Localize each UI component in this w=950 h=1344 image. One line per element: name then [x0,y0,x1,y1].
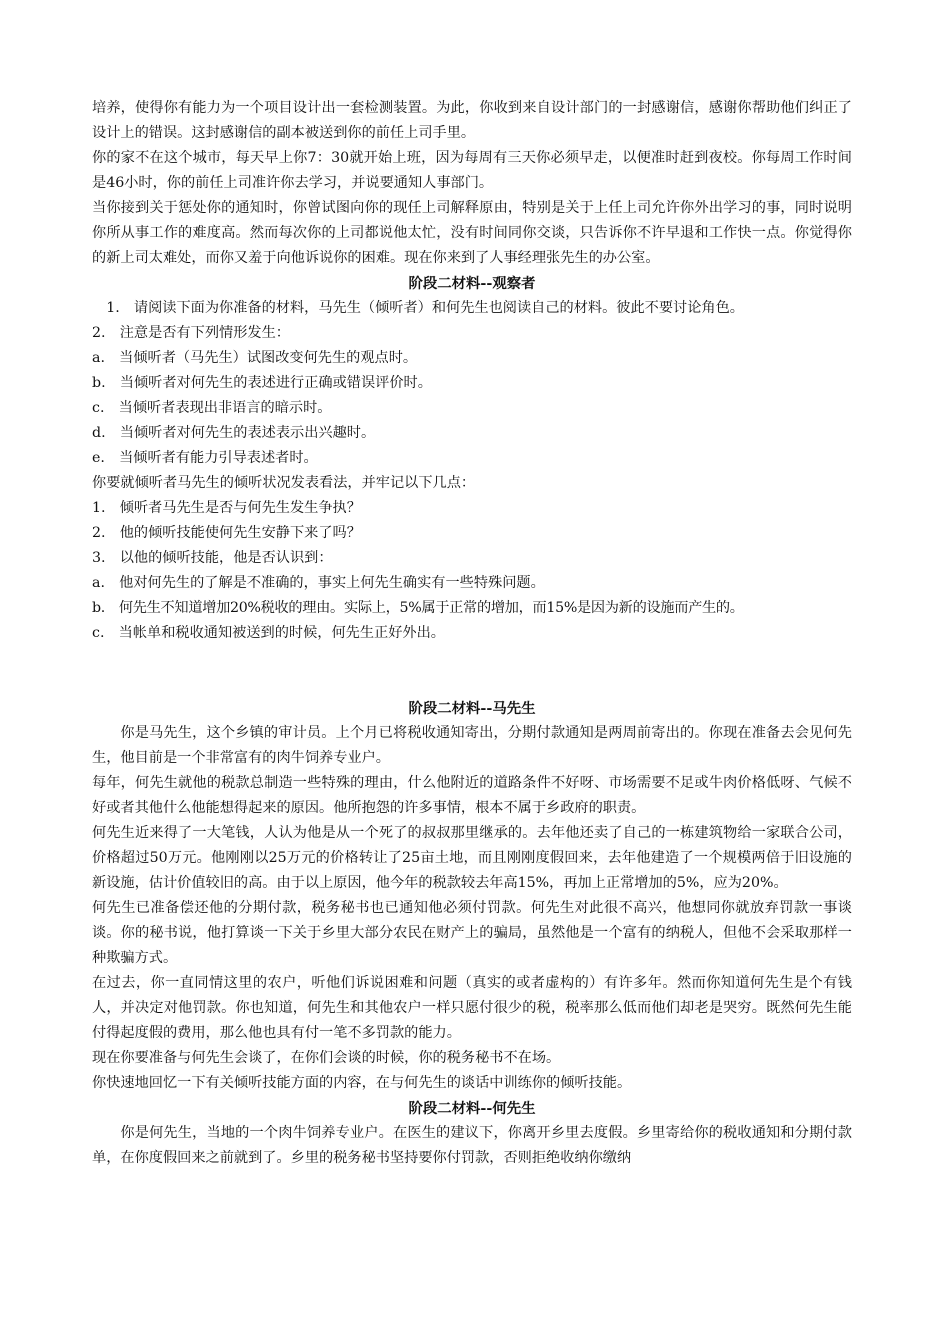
ma-paragraph: 你是马先生，这个乡镇的审计员。上个月已将税收通知寄出，分期付款通知是两周前寄出的。你现在准备去会见何先生，他目前是一个非常富有的肉牛饲养专业户。 [92,725,852,766]
observer-subitem: c. 当倾听者表现出非语言的暗示时。 [92,400,332,416]
ma-paragraph: 现在你要准备与何先生会谈了，在你们会谈的时候，你的税务秘书不在场。 [92,1050,561,1066]
observer-subpoint: c. 当帐单和税收通知被送到的时候，何先生正好外出。 [92,625,445,641]
he-section-title: 阶段二材料--何先生 [408,1100,536,1117]
ma-paragraph: 何先生近来得了一大笔钱，人认为他是从一个死了的叔叔那里继承的。去年他还卖了自己的一栋建筑物给一家联合公司，价格超过50万元。他刚刚以25万元的价格转让了25亩土地，而且刚刚度假回来，去年他建造了一个规模两倍于旧设施的新设施，估计价值较旧的高。由于以上原因，他今年的税款较去年高15%，再加上正常增加的5%，应为20%。 [92,825,852,891]
observer-subitem: d. 当倾听者对何先生的表述表示出兴趣时。 [92,425,376,441]
observer-point: 2. 他的倾听技能使何先生安静下来了吗？ [92,525,361,541]
observer-subitem: a. 当倾听者（马先生）试图改变何先生的观点时。 [92,350,418,366]
observer-subpoint: a. 他对何先生的了解是不准确的，事实上何先生确实有一些特殊问题。 [92,575,545,591]
observer-subitem: e. 当倾听者有能力引导表述者时。 [92,450,318,466]
ma-paragraph: 何先生已准备偿还他的分期付款，税务秘书也已通知他必须付罚款。何先生对此很不高兴，他想同你就放弃罚款一事谈谈。你的秘书说，他打算谈一下关于乡里大部分农民在财产上的骗局，虽然他是一个富有的纳税人，但他不会采取那样一种欺骗方式。 [92,900,852,966]
observer-point: 1. 倾听者马先生是否与何先生发生争执？ [92,500,361,516]
observer-item: 2. 注意是否有下列情形发生： [92,325,290,341]
ma-paragraph: 你快速地回忆一下有关倾听技能方面的内容，在与何先生的谈话中训练你的倾听技能。 [92,1075,632,1091]
observer-subitem: b. 当倾听者对何先生的表述进行正确或错误评价时。 [92,375,432,391]
document-page [92,96,852,1171]
intro-paragraph: 培养，使得你有能力为一个项目设计出一套检测装置。为此，你收到来自设计部门的一封感谢信，感谢你帮助他们纠正了设计上的错误。这封感谢信的副本被送到你的前任上司手里。 [92,100,852,141]
ma-section-title: 阶段二材料--马先生 [408,700,536,717]
observer-subpoint: b. 何先生不知道增加20%税收的理由。实际上，5%属于正常的增加，而15%是因为新的设施而产生的。 [92,600,744,616]
intro-paragraph: 当你接到关于惩处你的通知时，你曾试图向你的现任上司解释原由，特别是关于上任上司允许你外出学习的事，同时说明你所从事工作的难度高。然而每次你的上司都说他太忙，没有时间同你交谈，只告诉你不许早退和工作快一点。你觉得你的新上司太难处，而你又羞于向他诉说你的困难。现在你来到了人事经理张先生的办公室。 [92,200,852,266]
observer-comment-intro: 你要就倾听者马先生的倾听状况发表看法，并牢记以下几点： [92,475,476,491]
observer-section-title: 阶段二材料--观察者 [408,275,536,292]
he-paragraph: 你是何先生，当地的一个肉牛饲养专业户。在医生的建议下，你离开乡里去度假。乡里寄给你的税收通知和分期付款单，在你度假回来之前就到了。乡里的税务秘书坚持要你付罚款，否则拒绝收纳你缴纳 [92,1125,852,1166]
section-gap [92,646,852,696]
observer-item: 1. 请阅读下面为你准备的材料，马先生（倾听者）和何先生也阅读自己的材料。彼此不要讨论角色。 [106,300,744,316]
intro-paragraph: 你的家不在这个城市，每天早上你7：30就开始上班，因为每周有三天你必须早走，以便准时赶到夜校。你每周工作时间是46小时，你的前任上司准许你去学习，并说要通知人事部门。 [92,150,852,191]
ma-paragraph: 在过去，你一直同情这里的农户，听他们诉说困难和问题（真实的或者虚构的）有许多年。然而你知道何先生是个有钱人，并决定对他罚款。你也知道，何先生和其他农户一样只愿付很少的税，税率那么低而他们却老是哭穷。既然何先生能付得起度假的费用，那么他也具有付一笔不多罚款的能力。 [92,975,852,1041]
ma-paragraph: 每年，何先生就他的税款总制造一些特殊的理由，什么他附近的道路条件不好呀、市场需要不足或牛肉价格低呀、气候不好或者其他什么他能想得起来的原因。他所抱怨的许多事情，根本不属于乡政府的职责。 [92,775,852,816]
observer-point: 3. 以他的倾听技能，他是否认识到： [92,550,333,566]
